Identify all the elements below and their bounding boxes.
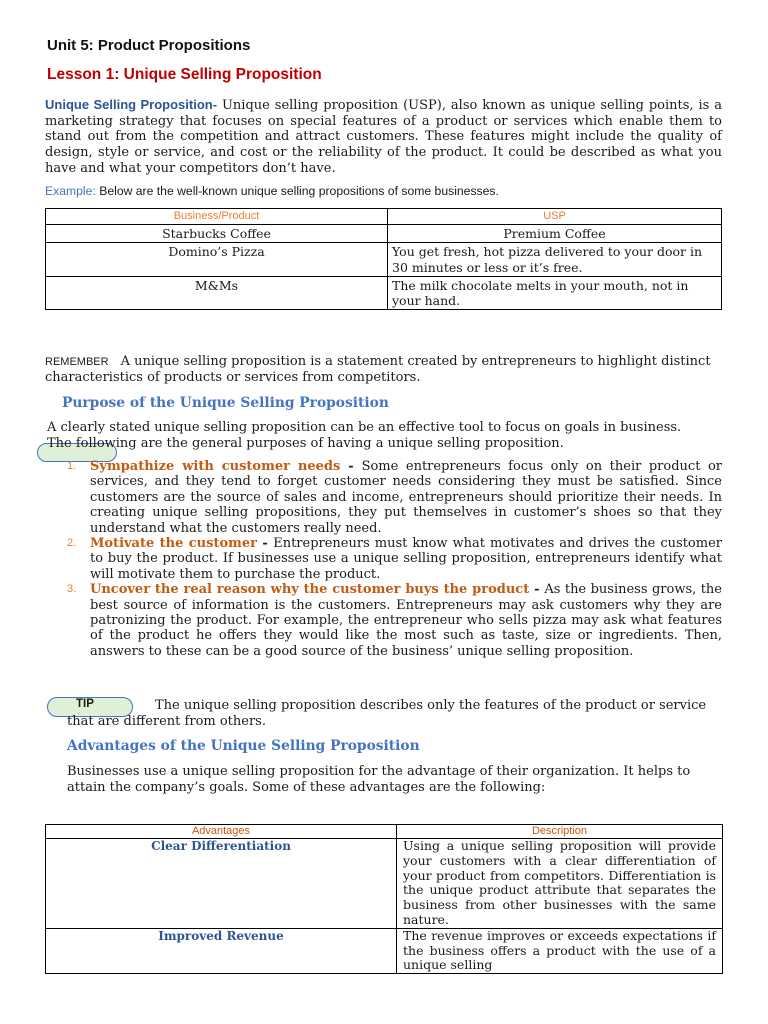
list-item-title: Sympathize with customer needs: [90, 459, 341, 474]
list-number: 1.: [67, 460, 77, 472]
usp-cell: Premium Coffee: [388, 225, 722, 243]
advantage-description-cell: The revenue improves or exceeds expectations if the business offers a product with the use of a unique selling: [397, 928, 723, 973]
example-line: [45, 184, 499, 198]
remember-note: [45, 354, 722, 386]
list-number: 3.: [67, 583, 77, 596]
table-header-row: [46, 209, 722, 225]
purpose-intro: A clearly stated unique selling proposition can be an effective tool to focus on goals in business. The following are the general purposes of having a unique selling proposition.: [47, 420, 682, 451]
table-header-row: [46, 825, 723, 839]
advantage-description-cell: Using a unique selling proposition will provide your customers with a clear differentiation of your product from competitors. Differentiation is the unique product attribute that separates the business from other businesses with the same nature.: [397, 839, 723, 929]
table-row: [46, 839, 723, 929]
list-item-text: Some entrepreneurs focus only on their product or services, and they tend to forget customer needs considering they must be satisfied. Since customers are the source of sales and income, entrepreneurs should prioritize their needs. In creating unique selling propositions, they put themselves in customer’s shoes so that they understand what the customers really need.: [90, 459, 723, 536]
list-item-separator: -: [340, 459, 362, 474]
business-cell: Domino’s Pizza: [46, 243, 388, 277]
advantages-intro: Businesses use a unique selling proposition for the advantage of their organization. It helps to attain the company’s goals. Some of these advantages are the following:: [67, 764, 691, 795]
list-item: [60, 459, 722, 536]
advantage-name-cell: Clear Differentiation: [46, 839, 397, 929]
list-item-separator: -: [257, 536, 274, 552]
table-row: [46, 276, 722, 310]
advantages-heading: Advantages of the Unique Selling Proposition: [67, 738, 420, 754]
tip-label: TIP: [76, 698, 94, 710]
intro-lead-term: Unique Selling Proposition-: [45, 97, 218, 112]
list-item-title: Uncover the real reason why the customer buys the product: [90, 582, 530, 598]
header-advantages: Advantages: [46, 825, 397, 839]
remember-tag: REMEMBER: [45, 356, 109, 368]
business-cell: M&Ms: [46, 276, 388, 310]
tip-text: The unique selling proposition describes only the features of the product or service that are different from others.: [67, 698, 707, 729]
advantages-table: [45, 824, 723, 974]
usp-cell: The milk chocolate melts in your mouth, not in your hand.: [388, 276, 722, 310]
example-label: Example:: [45, 184, 96, 198]
list-item: [60, 582, 722, 659]
remember-text: A unique selling proposition is a statement created by entrepreneurs to highlight distinct characteristics of products or services from competitors.: [45, 354, 711, 385]
unit-title: Unit 5: Product Propositions: [47, 37, 251, 54]
example-text: Below are the well-known unique selling propositions of some businesses.: [95, 184, 499, 198]
intro-text: Unique selling proposition (USP), also known as unique selling points, is a marketing strategy that focuses on special features of a product or services which enable them to stand out from the competition and attract customers. These features might include the quality of design, style or service, and cost or the reliability of the product. It could be described as what you have and what your competitors don’t have.: [45, 98, 722, 176]
list-item-separator: -: [529, 582, 545, 598]
list-item: [60, 536, 722, 582]
purpose-heading: Purpose of the Unique Selling Proposition: [62, 395, 389, 411]
usp-table: [45, 208, 722, 310]
advantage-name-cell: Improved Revenue: [46, 928, 397, 973]
table-row: [46, 225, 722, 243]
list-item-text: Entrepreneurs must know what motivates and drives the customer to buy the product. If businesses use a unique selling proposition, entrepreneurs identify what will motivate them to purchase the product.: [90, 536, 722, 582]
header-usp: USP: [388, 209, 722, 225]
table-row: [46, 928, 723, 973]
table-row: [46, 243, 722, 277]
list-number: 2.: [67, 537, 77, 550]
list-item-text: As the business grows, the best source of information is the customers. Entrepreneurs may ask customers why they are patronizing the product. For example, the entrepreneur who sells pizza may ask what features of the product he offers they would like the most such as taste, size or ingredients. Then, answers to these can be a good source of the business’ unique selling proposition.: [90, 582, 722, 659]
lesson-title: Lesson 1: Unique Selling Proposition: [47, 66, 322, 83]
header-description: Description: [397, 825, 723, 839]
business-cell: Starbucks Coffee: [46, 225, 388, 243]
header-business-product: Business/Product: [46, 209, 388, 225]
usp-cell: You get fresh, hot pizza delivered to your door in 30 minutes or less or it’s free.: [388, 243, 722, 277]
intro-paragraph: [45, 97, 722, 177]
list-item-title: Motivate the customer: [90, 536, 258, 552]
purpose-list: [60, 459, 722, 659]
